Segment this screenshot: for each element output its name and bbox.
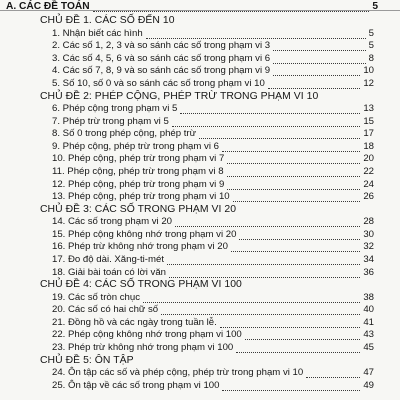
entry-page: 34 [363, 254, 374, 266]
toc-entry [52, 379, 374, 393]
entry-title: 1. Nhận biết các hình [52, 27, 143, 39]
entry-title: 17. Đo độ dài. Xăng-ti-mét [52, 254, 164, 266]
dot-leader [227, 178, 360, 190]
dot-leader [199, 127, 360, 139]
entry-page: 38 [363, 291, 374, 303]
dot-leader [180, 102, 360, 114]
entry-title: 24. Ôn tập các số và phép cộng, phép trừ trong phạm vi 10 [52, 367, 304, 379]
entry-title: 20. Các số có hai chữ số [52, 304, 159, 316]
entry-page: 22 [363, 166, 374, 178]
entry-title: 7. Phép trừ trong phạm vi 5 [52, 115, 169, 127]
entry-title: 21. Đồng hồ và các ngày trong tuần lễ. [52, 316, 217, 328]
entry-title: 25. Ôn tập về các số trong phạm vi 100 [52, 379, 220, 391]
entry-page: 32 [363, 241, 374, 253]
dot-leader [306, 366, 360, 378]
dot-leader [175, 215, 360, 227]
entry-page: 12 [363, 78, 374, 90]
entry-page: 24 [363, 178, 374, 190]
entry-title: 10. Phép cộng, phép trừ trong phạm vi 7 [52, 153, 225, 165]
entry-page: 41 [363, 316, 374, 328]
entry-page: 40 [363, 304, 374, 316]
entry-page: 45 [363, 342, 374, 354]
entry-page: 20 [363, 153, 374, 165]
entry-page: 43 [363, 329, 374, 341]
entry-page: 17 [363, 128, 374, 140]
entry-title: 18. Giải bài toán có lời văn [52, 266, 167, 278]
dot-leader [167, 253, 360, 265]
entry-page: 30 [363, 228, 374, 240]
dot-leader [222, 379, 360, 391]
dot-leader [231, 240, 360, 252]
entry-page: 8 [368, 52, 374, 64]
entry-title: 2. Các số 1, 2, 3 và so sánh các số trong phạm vi 3 [52, 40, 271, 52]
entry-title: 6. Phép cộng trong phạm vi 5 [52, 103, 178, 115]
entry-page: 5 [368, 27, 374, 39]
part-heading [6, 0, 378, 14]
dot-leader [273, 64, 360, 76]
entry-title: 8. Số 0 trong phép cộng, phép trừ [52, 128, 197, 140]
entry-title: 9. Phép cộng, phép trừ trong phạm vi 6 [52, 140, 219, 152]
entry-page: 5 [368, 40, 374, 52]
dot-leader [273, 52, 366, 64]
dot-leader [172, 115, 360, 127]
chapter-title: CHỦ ĐỀ 2: PHÉP CỘNG, PHÉP TRỪ TRONG PHẠM VI 10 [40, 90, 319, 102]
dot-leader [146, 27, 366, 39]
entry-title: 4. Các số 7, 8, 9 và so sánh các số trong phạm vi 9 [52, 65, 271, 77]
dot-leader [236, 341, 360, 353]
dot-leader [268, 77, 360, 89]
dot-leader [161, 303, 360, 315]
entry-title: 14. Các số trong phạm vi 20 [52, 216, 172, 228]
dot-leader [222, 140, 360, 152]
chapter-title: CHỦ ĐỀ 4: CÁC SỐ TRONG PHẠM VI 100 [40, 279, 242, 291]
dot-leader [245, 328, 360, 340]
dot-leader [143, 291, 360, 303]
dot-leader [227, 152, 360, 164]
entry-title: 23. Phép trừ không nhớ trong phạm vi 100 [52, 342, 234, 354]
entry-title: 12. Phép cộng, phép trừ trong phạm vi 9 [52, 178, 225, 190]
entry-page: 26 [363, 191, 374, 203]
dot-leader [239, 228, 360, 240]
entry-page: 15 [363, 115, 374, 127]
dot-leader [273, 39, 366, 51]
entry-title: 15. Phép cộng không nhớ trong phạm vi 20 [52, 228, 237, 240]
entry-title: 22. Phép cộng không nhớ trong phạm vi 100 [52, 329, 242, 341]
entry-page: 10 [363, 65, 374, 77]
dot-leader [220, 316, 360, 328]
dot-leader [227, 165, 360, 177]
entry-title: 19. Các số tròn chục [52, 291, 140, 303]
part-page: 5 [372, 1, 378, 12]
chapter-title: CHỦ ĐỀ 5: ÔN TẬP [40, 354, 134, 366]
dot-leader [93, 0, 369, 12]
entry-title: 11. Phép cộng, phép trừ trong phạm vi 8 [52, 166, 224, 178]
entry-page: 49 [363, 379, 374, 391]
entry-page: 13 [363, 103, 374, 115]
entry-page: 36 [363, 266, 374, 278]
entry-page: 18 [363, 140, 374, 152]
chapter-title: CHỦ ĐỀ 1. CÁC SỐ ĐẾN 10 [40, 15, 175, 27]
dot-leader [233, 190, 360, 202]
entry-page: 47 [363, 367, 374, 379]
entry-title: 3. Các số 4, 5, 6 và so sánh các số trong phạm vi 6 [52, 52, 271, 64]
part-title: A. CÁC ĐỀ TOÁN [6, 1, 90, 12]
dot-leader [169, 266, 360, 278]
entry-page: 28 [363, 216, 374, 228]
entry-title: 13. Phép cộng, phép trừ trong phạm vi 10 [52, 191, 230, 203]
entry-title: 16. Phép trừ không nhớ trong phạm vi 20 [52, 241, 228, 253]
entry-title: 5. Số 10, số 0 và so sánh các số trong phạm vi 10 [52, 78, 265, 90]
chapter-title: CHỦ ĐỀ 3: CÁC SỐ TRONG PHẠM VI 20 [40, 203, 237, 215]
